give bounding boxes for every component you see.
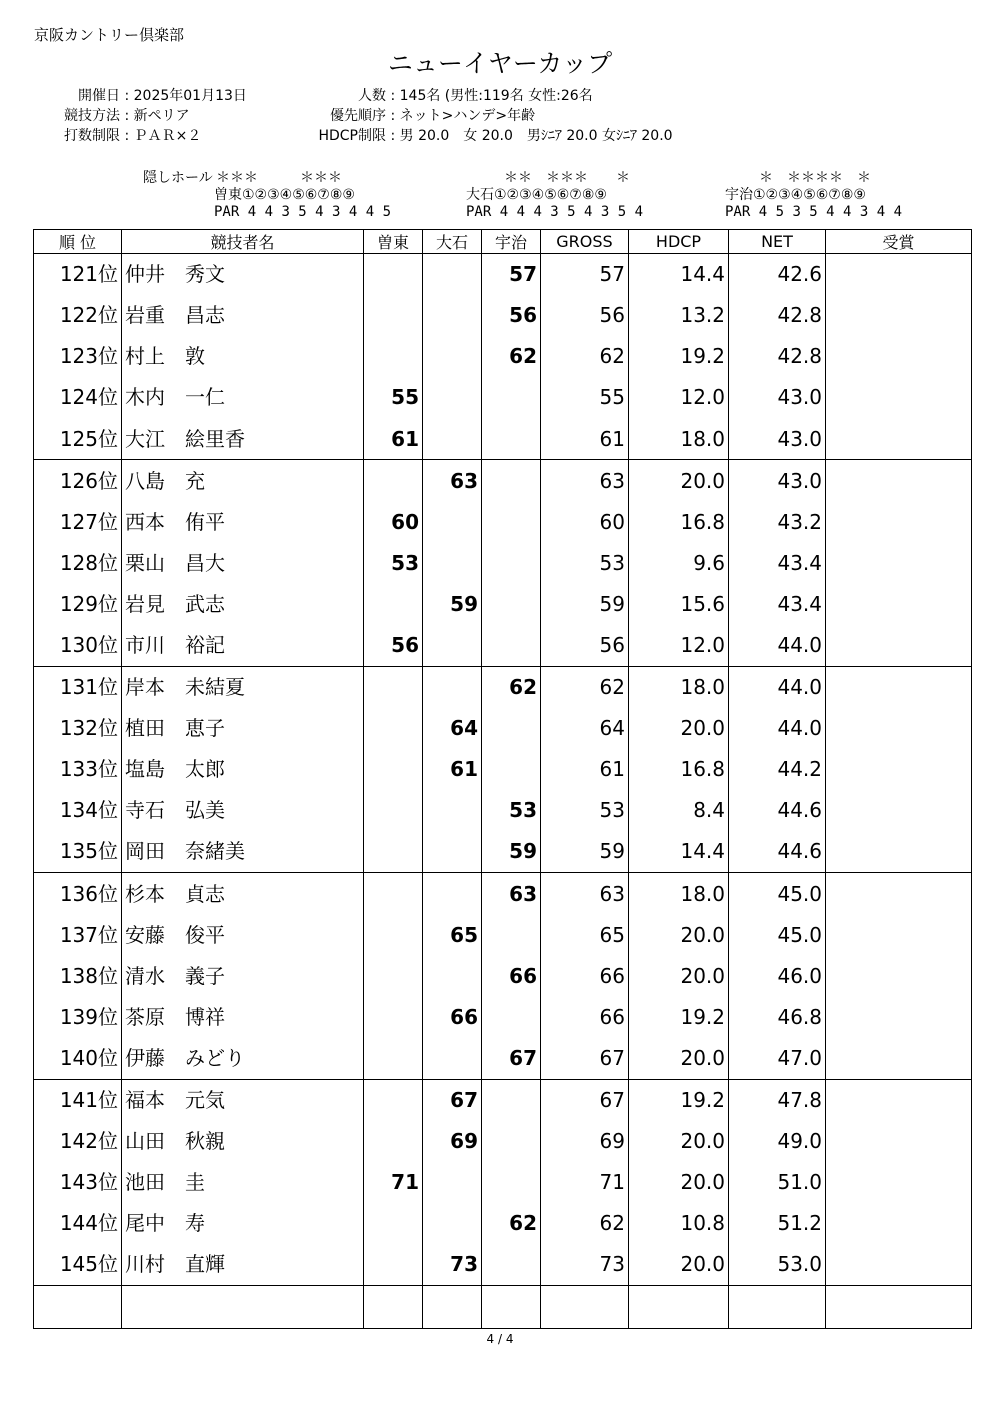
gross-cell: 66 [541, 997, 629, 1038]
sotou-score-cell [364, 295, 423, 336]
page-number: 4 / 4 [486, 1332, 514, 1346]
table-row [34, 666, 972, 708]
gross-cell: 62 [541, 666, 629, 708]
gross-cell: 56 [541, 295, 629, 336]
hdcp-cell: 12.0 [629, 377, 729, 418]
results-table [33, 229, 972, 1329]
oishi-score-cell: 69 [423, 1121, 482, 1162]
uji-score-cell: 67 [482, 1038, 541, 1080]
hdcp-cell: 18.0 [629, 418, 729, 460]
oishi-score-cell [423, 831, 482, 873]
hdcp-cell: 8.4 [629, 790, 729, 831]
rank-cell: 125位 [34, 418, 122, 460]
hdcp-cell: 16.8 [629, 502, 729, 543]
course-uji-par-label: PAR [725, 204, 751, 220]
award-cell [826, 418, 972, 460]
name-cell: 清水 義子 [122, 956, 364, 997]
hdcp-cell: 20.0 [629, 1244, 729, 1286]
name-cell: 岩重 昌志 [122, 295, 364, 336]
header-net: NET [729, 230, 826, 254]
gross-cell: 66 [541, 956, 629, 997]
hdcp-cell: 14.4 [629, 831, 729, 873]
sotou-score-cell [364, 749, 423, 790]
gross-cell: 59 [541, 584, 629, 625]
hdcp-cell: 9.6 [629, 543, 729, 584]
net-cell: 46.0 [729, 956, 826, 997]
name-cell: 池田 圭 [122, 1162, 364, 1203]
name-cell: 岸本 未結夏 [122, 666, 364, 708]
empty-space-row [34, 1286, 972, 1329]
name-cell: 安藤 俊平 [122, 915, 364, 956]
award-cell [826, 749, 972, 790]
uji-score-cell [482, 377, 541, 418]
name-cell: 大江 絵里香 [122, 418, 364, 460]
sotou-score-cell [364, 915, 423, 956]
header-name: 競技者名 [122, 230, 364, 254]
uji-score-cell [482, 1244, 541, 1286]
table-row [34, 790, 972, 831]
table-row [34, 831, 972, 873]
uji-score-cell: 62 [482, 1203, 541, 1244]
sotou-score-cell [364, 956, 423, 997]
uji-score-cell [482, 1079, 541, 1121]
name-cell: 栗山 昌大 [122, 543, 364, 584]
course-uji-block [725, 170, 902, 221]
award-cell [826, 543, 972, 584]
name-cell: 茶原 博祥 [122, 997, 364, 1038]
award-cell [826, 1079, 972, 1121]
oishi-score-cell: 61 [423, 749, 482, 790]
header-row [34, 230, 972, 254]
gross-cell: 62 [541, 336, 629, 377]
sotou-score-cell: 60 [364, 502, 423, 543]
hdcp-cell: 15.6 [629, 584, 729, 625]
sotou-score-cell: 55 [364, 377, 423, 418]
hdcp-cell: 19.2 [629, 997, 729, 1038]
award-cell [826, 956, 972, 997]
table-row [34, 997, 972, 1038]
net-cell: 44.0 [729, 625, 826, 667]
gross-cell: 60 [541, 502, 629, 543]
oishi-score-cell: 73 [423, 1244, 482, 1286]
course-sotou-par-label: PAR [214, 204, 240, 220]
table-row [34, 749, 972, 790]
uji-score-cell [482, 915, 541, 956]
hdcp-cell: 20.0 [629, 708, 729, 749]
uji-score-cell: 62 [482, 666, 541, 708]
rank-cell: 122位 [34, 295, 122, 336]
sotou-score-cell [364, 1244, 423, 1286]
uji-score-cell [482, 543, 541, 584]
net-cell: 44.0 [729, 666, 826, 708]
name-cell: 岡田 奈緒美 [122, 831, 364, 873]
oishi-score-cell: 63 [423, 460, 482, 502]
page-title: ニューイヤーカップ [387, 49, 613, 78]
rank-cell: 143位 [34, 1162, 122, 1203]
header-gross: GROSS [541, 230, 629, 254]
hdcp-cell: 10.8 [629, 1203, 729, 1244]
oishi-score-cell [423, 790, 482, 831]
sotou-score-cell [364, 708, 423, 749]
sotou-score-cell [364, 1038, 423, 1080]
award-cell [826, 997, 972, 1038]
hdcp-cell: 18.0 [629, 873, 729, 915]
gross-cell: 53 [541, 790, 629, 831]
course-uji-name: 宇治 [725, 187, 753, 203]
net-cell: 44.6 [729, 831, 826, 873]
uji-score-cell [482, 1121, 541, 1162]
award-cell [826, 1121, 972, 1162]
net-cell: 51.2 [729, 1203, 826, 1244]
oishi-score-cell [423, 502, 482, 543]
sotou-score-cell [364, 460, 423, 502]
net-cell: 47.0 [729, 1038, 826, 1080]
name-cell: 仲井 秀文 [122, 254, 364, 296]
course-uji-stars: ＊ ＊＊＊＊ ＊ [759, 170, 871, 186]
table-row [34, 543, 972, 584]
method-label: 競技方法 [64, 108, 120, 124]
hdcp-cell: 13.2 [629, 295, 729, 336]
header-rank: 順 位 [34, 230, 122, 254]
oishi-score-cell: 59 [423, 584, 482, 625]
net-cell: 43.2 [729, 502, 826, 543]
oishi-score-cell [423, 418, 482, 460]
oishi-score-cell [423, 873, 482, 915]
sotou-score-cell [364, 584, 423, 625]
club-name: 京阪カントリー倶楽部 [34, 26, 185, 44]
award-cell [826, 915, 972, 956]
rank-cell: 139位 [34, 997, 122, 1038]
table-row [34, 377, 972, 418]
gross-cell: 63 [541, 460, 629, 502]
header-hdcp: HDCP [629, 230, 729, 254]
award-cell [826, 625, 972, 667]
hdcp-cell: 20.0 [629, 460, 729, 502]
date-label: 開催日 [78, 88, 120, 104]
net-cell: 53.0 [729, 1244, 826, 1286]
name-cell: 西本 侑平 [122, 502, 364, 543]
name-cell: 福本 元気 [122, 1079, 364, 1121]
sotou-score-cell [364, 254, 423, 296]
header-oishi: 大石 [423, 230, 482, 254]
table-row [34, 460, 972, 502]
table-row [34, 1162, 972, 1203]
uji-score-cell [482, 418, 541, 460]
net-cell: 44.0 [729, 708, 826, 749]
sotou-score-cell [364, 873, 423, 915]
course-sotou-name: 曽東 [214, 187, 242, 203]
oishi-score-cell: 65 [423, 915, 482, 956]
sotou-score-cell [364, 1121, 423, 1162]
table-row [34, 956, 972, 997]
gross-cell: 67 [541, 1079, 629, 1121]
method-value: 新ペリア [133, 108, 190, 124]
sotou-score-cell [364, 336, 423, 377]
header-sotou: 曽東 [364, 230, 423, 254]
uji-score-cell [482, 502, 541, 543]
gross-cell: 62 [541, 1203, 629, 1244]
net-cell: 43.0 [729, 460, 826, 502]
course-sotou-par: 4 4 3 5 4 3 4 4 5 [247, 204, 392, 220]
table-row [34, 1079, 972, 1121]
gross-cell: 57 [541, 254, 629, 296]
oishi-score-cell [423, 1203, 482, 1244]
name-cell: 植田 恵子 [122, 708, 364, 749]
award-cell [826, 1162, 972, 1203]
rank-cell: 131位 [34, 666, 122, 708]
gross-cell: 73 [541, 1244, 629, 1286]
award-cell [826, 873, 972, 915]
name-cell: 塩島 太郎 [122, 749, 364, 790]
sotou-score-cell [364, 997, 423, 1038]
sotou-score-cell [364, 1079, 423, 1121]
gross-cell: 53 [541, 543, 629, 584]
net-cell: 43.0 [729, 377, 826, 418]
sotou-score-cell [364, 1203, 423, 1244]
rank-cell: 135位 [34, 831, 122, 873]
hdcp-cell: 12.0 [629, 625, 729, 667]
uji-score-cell: 56 [482, 295, 541, 336]
rank-cell: 127位 [34, 502, 122, 543]
hdcp-label: HDCP制限 [318, 128, 386, 144]
uji-score-cell: 62 [482, 336, 541, 377]
rank-cell: 123位 [34, 336, 122, 377]
uji-score-cell [482, 708, 541, 749]
name-cell: 村上 敦 [122, 336, 364, 377]
rank-cell: 140位 [34, 1038, 122, 1080]
name-cell: 寺石 弘美 [122, 790, 364, 831]
name-cell: 尾中 寿 [122, 1203, 364, 1244]
table-row [34, 915, 972, 956]
rank-cell: 144位 [34, 1203, 122, 1244]
name-cell: 市川 裕記 [122, 625, 364, 667]
rank-cell: 129位 [34, 584, 122, 625]
sotou-score-cell [364, 831, 423, 873]
gross-cell: 64 [541, 708, 629, 749]
table-row [34, 502, 972, 543]
table-row [34, 1038, 972, 1080]
oishi-score-cell [423, 295, 482, 336]
info-right: 人数 : 145名 (男性:119名 女性:26名 優先順序 : ネット>ハンデ>年齢 HDCP制限 : 男 20.0 女 20.0 男ｼﾆｱ 20.0 女ｼﾆｱ 20.0 [300, 86, 673, 146]
oishi-score-cell [423, 254, 482, 296]
award-cell [826, 254, 972, 296]
net-cell: 42.8 [729, 336, 826, 377]
rank-cell: 128位 [34, 543, 122, 584]
hdcp-cell: 20.0 [629, 1162, 729, 1203]
course-oishi-holes: ①②③④⑤⑥⑦⑧⑨ [494, 187, 607, 203]
rank-cell: 132位 [34, 708, 122, 749]
net-cell: 45.0 [729, 915, 826, 956]
net-cell: 44.6 [729, 790, 826, 831]
date-value: 2025年01月13日 [133, 88, 247, 104]
net-cell: 47.8 [729, 1079, 826, 1121]
net-cell: 45.0 [729, 873, 826, 915]
gross-cell: 71 [541, 1162, 629, 1203]
net-cell: 43.4 [729, 584, 826, 625]
course-oishi-stars: ＊＊ ＊＊＊ ＊ [504, 170, 630, 186]
info-left: 開催日 : 2025年01月13日 競技方法 : 新ペリア 打数制限 : ＰＡＲ×２ [34, 86, 247, 146]
award-cell [826, 1244, 972, 1286]
uji-score-cell [482, 749, 541, 790]
gross-cell: 56 [541, 625, 629, 667]
sotou-score-cell: 53 [364, 543, 423, 584]
name-cell: 山田 秋親 [122, 1121, 364, 1162]
course-sotou-block [214, 170, 391, 221]
gross-cell: 61 [541, 418, 629, 460]
oishi-score-cell [423, 1162, 482, 1203]
award-cell [826, 460, 972, 502]
rank-cell: 133位 [34, 749, 122, 790]
award-cell [826, 831, 972, 873]
uji-score-cell: 53 [482, 790, 541, 831]
table-row [34, 418, 972, 460]
oishi-score-cell [423, 543, 482, 584]
course-sotou-holes: ①②③④⑤⑥⑦⑧⑨ [242, 187, 355, 203]
gross-cell: 61 [541, 749, 629, 790]
uji-score-cell: 63 [482, 873, 541, 915]
net-cell: 51.0 [729, 1162, 826, 1203]
oishi-score-cell [423, 377, 482, 418]
award-cell [826, 790, 972, 831]
rank-cell: 137位 [34, 915, 122, 956]
gross-cell: 63 [541, 873, 629, 915]
gross-cell: 65 [541, 915, 629, 956]
hdcp-cell: 20.0 [629, 956, 729, 997]
award-cell [826, 1203, 972, 1244]
hdcp-cell: 19.2 [629, 336, 729, 377]
sotou-score-cell: 61 [364, 418, 423, 460]
header-award: 受賞 [826, 230, 972, 254]
gross-cell: 69 [541, 1121, 629, 1162]
table-row [34, 336, 972, 377]
award-cell [826, 336, 972, 377]
hdcp-cell: 19.2 [629, 1079, 729, 1121]
limit-label: 打数制限 [64, 128, 120, 144]
sotou-score-cell: 71 [364, 1162, 423, 1203]
oishi-score-cell: 66 [423, 997, 482, 1038]
table-row [34, 295, 972, 336]
award-cell [826, 502, 972, 543]
course-sotou-stars: ＊＊＊ ＊＊＊ [216, 170, 342, 186]
oishi-score-cell [423, 336, 482, 377]
course-oishi-name: 大石 [466, 187, 494, 203]
course-uji-par: 4 5 3 5 4 4 3 4 4 [758, 204, 903, 220]
hdcp-value: 男 20.0 女 20.0 男ｼﾆｱ 20.0 女ｼﾆｱ 20.0 [399, 128, 673, 144]
table-row [34, 1121, 972, 1162]
name-cell: 岩見 武志 [122, 584, 364, 625]
net-cell: 49.0 [729, 1121, 826, 1162]
course-oishi-par: 4 4 4 3 5 4 3 5 4 [499, 204, 644, 220]
rank-cell: 126位 [34, 460, 122, 502]
table-row [34, 625, 972, 667]
rank-cell: 142位 [34, 1121, 122, 1162]
count-label: 人数 [358, 88, 386, 104]
net-cell: 43.4 [729, 543, 826, 584]
uji-score-cell [482, 997, 541, 1038]
net-cell: 43.0 [729, 418, 826, 460]
gross-cell: 55 [541, 377, 629, 418]
award-cell [826, 295, 972, 336]
uji-score-cell [482, 1162, 541, 1203]
table-row [34, 254, 972, 296]
award-cell [826, 666, 972, 708]
net-cell: 42.6 [729, 254, 826, 296]
uji-score-cell: 57 [482, 254, 541, 296]
gross-cell: 59 [541, 831, 629, 873]
hdcp-cell: 20.0 [629, 915, 729, 956]
hdcp-cell: 18.0 [629, 666, 729, 708]
rank-cell: 141位 [34, 1079, 122, 1121]
results-body [34, 254, 972, 1329]
table-row [34, 1203, 972, 1244]
rank-cell: 136位 [34, 873, 122, 915]
hdcp-cell: 20.0 [629, 1121, 729, 1162]
uji-score-cell [482, 460, 541, 502]
table-row [34, 584, 972, 625]
award-cell [826, 377, 972, 418]
table-row [34, 873, 972, 915]
net-cell: 46.8 [729, 997, 826, 1038]
rank-cell: 134位 [34, 790, 122, 831]
award-cell [826, 708, 972, 749]
oishi-score-cell [423, 1038, 482, 1080]
course-oishi-block [466, 170, 643, 221]
count-value: 145名 (男性:119名 女性:26名 [399, 88, 593, 104]
oishi-score-cell: 67 [423, 1079, 482, 1121]
uji-score-cell [482, 584, 541, 625]
rank-cell: 124位 [34, 377, 122, 418]
oishi-score-cell [423, 625, 482, 667]
table-row [34, 1244, 972, 1286]
hdcp-cell: 20.0 [629, 1038, 729, 1080]
name-cell: 八島 充 [122, 460, 364, 502]
uji-score-cell [482, 625, 541, 667]
oishi-score-cell [423, 956, 482, 997]
rank-cell: 121位 [34, 254, 122, 296]
rank-cell: 130位 [34, 625, 122, 667]
net-cell: 44.2 [729, 749, 826, 790]
hdcp-cell: 14.4 [629, 254, 729, 296]
sotou-score-cell: 56 [364, 625, 423, 667]
uji-score-cell: 59 [482, 831, 541, 873]
award-cell [826, 584, 972, 625]
oishi-score-cell: 64 [423, 708, 482, 749]
uji-score-cell: 66 [482, 956, 541, 997]
header-uji: 宇治 [482, 230, 541, 254]
award-cell [826, 1038, 972, 1080]
rank-cell: 145位 [34, 1244, 122, 1286]
limit-value: ＰＡＲ×２ [133, 128, 202, 144]
name-cell: 木内 一仁 [122, 377, 364, 418]
sotou-score-cell [364, 666, 423, 708]
name-cell: 杉本 貞志 [122, 873, 364, 915]
priority-label: 優先順序 [330, 108, 386, 124]
rank-cell: 138位 [34, 956, 122, 997]
hidden-hole-label: 隠しホール [143, 170, 213, 186]
priority-value: ネット>ハンデ>年齢 [399, 108, 536, 124]
net-cell: 42.8 [729, 295, 826, 336]
course-uji-holes: ①②③④⑤⑥⑦⑧⑨ [753, 187, 866, 203]
oishi-score-cell [423, 666, 482, 708]
course-oishi-par-label: PAR [466, 204, 492, 220]
hdcp-cell: 16.8 [629, 749, 729, 790]
name-cell: 伊藤 みどり [122, 1038, 364, 1080]
gross-cell: 67 [541, 1038, 629, 1080]
sotou-score-cell [364, 790, 423, 831]
name-cell: 川村 直輝 [122, 1244, 364, 1286]
table-row [34, 708, 972, 749]
